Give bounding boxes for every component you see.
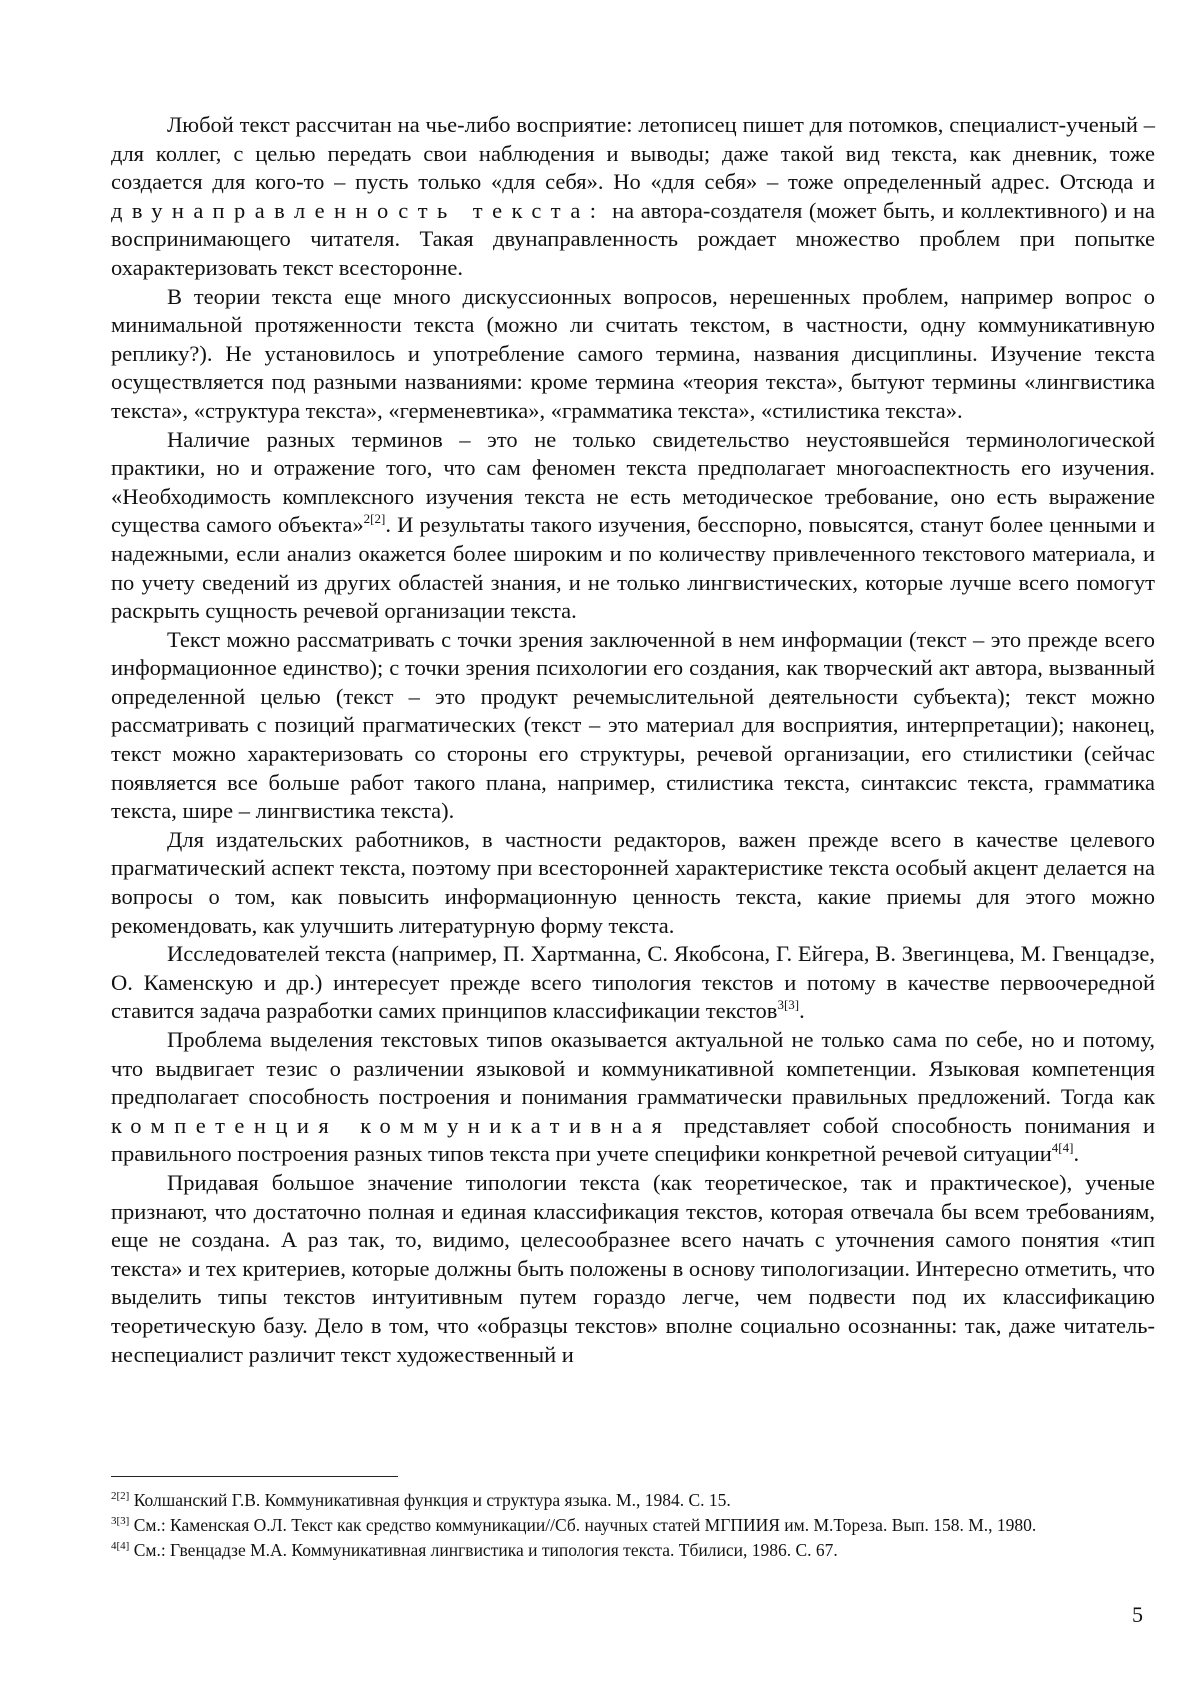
footnote-3 (111, 1514, 1155, 1536)
paragraph-text: Для издательских работников, в частности редакторов, важен прежде всего в качестве целевого прагматический аспект текста, поэтому при всесторонней характеристике текста особый акцент делается на вопросы о том, как повысить информационную ценность текста, какие приемы для этого можно рекомендовать, как улучшить литературную форму текста. (111, 826, 1155, 938)
paragraph-text: Исследователей текста (например, П. Хартманна, С. Якобсона, Г. Ейгера, В. Звегинцева, М. Гвенцадзе, О. Каменскую и др.) интересует прежде всего типология текстов и потому в качестве первоочередной ставится задача разработки самих принципов классификации текстов (111, 941, 1155, 1024)
paragraph-3 (111, 426, 1155, 626)
footnote-text: См.: Гвенцадзе М.А. Коммуникативная лингвистика и типология текста. Тбилиси, 1986. С. 67. (129, 1540, 838, 1560)
spaced-emphasis: двунаправленность текста: (111, 197, 606, 223)
paragraph-text: Любой текст рассчитан на чье-либо восприятие: летописец пишет для потомков, специалист-ученый – для коллег, с целью передать свои наблюдения и выводы; даже такой вид текста, как дневник, тоже создается для кого-то – пусть только «для себя». Но «для себя» – тоже определенный адрес. Отсюда и (111, 112, 1155, 195)
footnote-mark: 2[2] (111, 1490, 130, 1502)
paragraph-text: . И результаты такого изучения, бесспорно, повысятся, станут более ценными и надежными, если анализ окажется более широким и по количеству привлеченного текстового материала, и по учету сведений из других областей знания, и не только лингвистических, которые лучше всего помогут раскрыть сущность речевой организации текста. (111, 512, 1155, 624)
paragraph-text: Текст можно рассматривать с точки зрения заключенной в нем информации (текст – это прежде всего информационное единство); с точки зрения психологии его создания, как творческий акт автора, вызванный определенной целью (текст – это продукт речемыслительной деятельности субъекта); текст можно рассматривать с позиций прагматических (текст – это материал для восприятия, интерпретации); наконец, текст можно характеризовать со стороны его структуры, речевой организации, его стилистики (сейчас появляется все больше работ такого плана, например, стилистика текста, синтаксис текста, грамматика текста, шире – лингвистика текста). (111, 626, 1155, 824)
paragraph-text: . (799, 998, 805, 1024)
paragraph-text: . (1073, 1141, 1080, 1167)
footnote-separator (111, 1476, 398, 1477)
footnotes (111, 1489, 1155, 1564)
paragraph-text: Придавая большое значение типологии текста (как теоретическое, так и практическое), ученые признают, что достаточно полная и единая классификация текстов, которая отвечала бы всем требованиям, еще не создана. А раз так, то, видимо, целесообразнее всего начать с уточнения самого понятия «тип текста» и тех критериев, которые должны быть положены в основу типологизации. Интересно отметить, что выделить типы текстов интуитивным путем гораздо легче, чем подвести под их классификацию теоретическую базу. Дело в том, что «образцы текстов» вполне социально осознанны: так, даже читатель-неспециалист различит текст художественный и (111, 1169, 1155, 1367)
footnote-reference[interactable]: 4[4] (1051, 1140, 1074, 1156)
paragraph-text: на автора-создателя (может быть, и коллективного) и на воспринимающего читателя. Такая двунаправленность рождает множество проблем при попытке охарактеризовать текст всесторонне. (111, 197, 1155, 280)
footnote-text: Колшанский Г.В. Коммуникативная функция и структура языка. М., 1984. С. 15. (129, 1490, 731, 1510)
paragraph-7 (111, 1026, 1155, 1169)
footnote-2 (111, 1489, 1155, 1511)
paragraph-text: В теории текста еще много дискуссионных вопросов, нерешенных проблем, например вопрос о минимальной протяженности текста (можно ли считать текстом, в частности, одну коммуникативную реплику?). Не установилось и употребление самого термина, названия дисциплины. Изучение текста осуществляется под разными названиями: кроме термина «теория текста», бытуют термины «лингвистика текста», «структура текста», «герменевтика», «грамматика текста», «стилистика текста». (111, 283, 1155, 423)
footnote-mark: 3[3] (111, 1515, 130, 1527)
paragraph-5 (111, 826, 1155, 940)
footnote-text: См.: Каменская О.Л. Текст как средство коммуникации//Сб. научных статей МГПИИЯ им. М.Тореза. Вып. 158. М., 1980. (129, 1515, 1037, 1535)
paragraph-6 (111, 940, 1155, 1026)
paragraph-text: Проблема выделения текстовых типов оказывается актуальной не только сама по себе, но и потому, что выдвигает тезис о различении языковой и коммуникативной компетенции. Языковая компетенция предполагает способность построения и понимания грамматически правильных предложений. Тогда как (111, 1027, 1155, 1110)
paragraph-text: представляет собой способность понимания и правильного построения разных типов текста при учете специфики конкретной речевой ситуации (111, 1112, 1155, 1167)
page-number: 5 (1132, 1602, 1143, 1627)
body-text (111, 111, 1155, 1369)
footnote-4 (111, 1539, 1155, 1561)
paragraph-2 (111, 283, 1155, 426)
paragraph-1 (111, 111, 1155, 283)
footnote-reference[interactable]: 2[2] (363, 511, 386, 527)
footnote-reference[interactable]: 3[3] (777, 997, 800, 1013)
spaced-emphasis: компетенция коммуникативная (111, 1112, 672, 1138)
paragraph-text: Наличие разных терминов – это не только свидетельство неустоявшейся терминологической практики, но и отражение того, что сам феномен текста предполагает многоаспектность его изучения. «Необходимость комплексного изучения текста не есть методическое требование, оно есть выражение существа самого объекта» (111, 426, 1155, 538)
paragraph-8 (111, 1169, 1155, 1369)
paragraph-4 (111, 626, 1155, 826)
footnote-mark: 4[4] (111, 1540, 130, 1552)
